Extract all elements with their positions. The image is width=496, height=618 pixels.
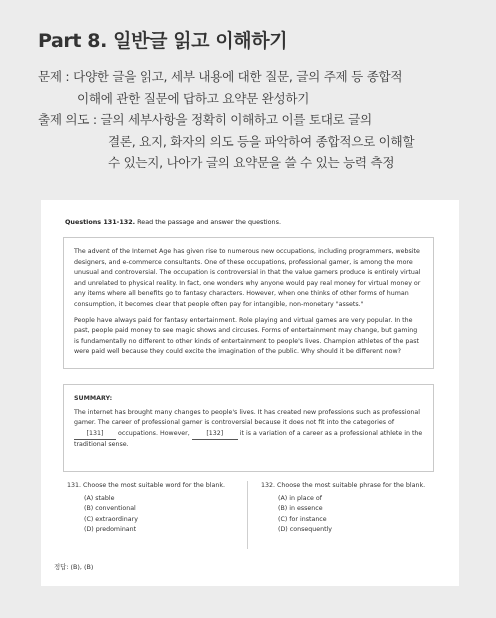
question-131-stem: 131. Choose the most suitable word for the blank.	[67, 482, 226, 489]
desc-intent-line: 출제 의도 : 글의 세부사항을 정확히 이해하고 이를 토대로 글의	[38, 112, 372, 127]
question-card	[41, 200, 459, 586]
question-132-option-c[interactable]: (C) for instance	[278, 515, 327, 523]
passage-box	[63, 237, 434, 369]
question-131-option-c[interactable]: (C) extraordinary	[84, 515, 138, 523]
question-132-option-d[interactable]: (D) consequently	[278, 525, 333, 533]
questions-number: Questions 131-132.	[65, 218, 136, 226]
question-132-option-b[interactable]: (B) in essence	[278, 505, 323, 513]
desc-problem-line: 문제 : 다양한 글을 읽고, 세부 내용에 대한 질문, 글의 주제 등 종합적	[38, 69, 403, 84]
desc-problem-line-cont: 이해에 관한 질문에 답하고 요약문 완성하기	[77, 90, 310, 106]
summary-text	[74, 408, 423, 451]
description	[38, 66, 414, 174]
question-131-option-a[interactable]: (A) stable	[84, 495, 115, 503]
passage-paragraph-1: The advent of the Internet Age has given rise to numerous new occupations, including programmers, website designers, and e-commerce consultants. One of these occupations, professional gamer, is among the more unusual and controversial. The occupation is controversial in that the value gamers produce is entirely virtual and unrelated to physical reality. In fact, one wonders why anyone would pay real money for virtual money or any items where all benefits go to fantasy characters. However, when one thinks of other forms of human consumption, it becomes clear that people often pay for intangible, non-monetary "assets."	[74, 248, 421, 308]
summary-part-2: occupations. However,	[116, 429, 192, 437]
questions-instruction: Read the passage and answer the questions.	[135, 218, 281, 226]
summary-label: SUMMARY:	[74, 395, 113, 402]
blank-131: [131]	[74, 429, 116, 441]
question-divider	[247, 481, 248, 549]
summary-part-1: The internet has brought many changes to people's lives. It has created new professions such as professional gamer. The career of professional gamer is controversial because it does not fit into the categories of	[74, 408, 421, 427]
answer-key: 정답: (B), (B)	[54, 563, 94, 571]
blank-132: [132]	[192, 429, 238, 441]
question-132-option-a[interactable]: (A) in place of	[278, 495, 322, 503]
question-132-stem: 132. Choose the most suitable phrase for the blank.	[261, 482, 426, 489]
page-title: Part 8. 일반글 읽고 이해하기	[38, 30, 288, 52]
question-132	[261, 481, 441, 535]
summary-part-3: it is a variation of a career as a professional athlete in the traditional sense.	[74, 429, 423, 449]
questions-header	[65, 218, 281, 226]
passage-paragraph-2: People have always paid for fantasy entertainment. Role playing and virtual games are very popular. In the past, people paid money to see magic shows and circuses. Forms of entertainment may change, but gaming is fundamentally no different to other kinds of entertainment to people's lives. Champion athletes of the past were paid well because they could excite the imagination of the public. Why should it be different now?	[74, 316, 420, 356]
summary-box	[63, 384, 434, 472]
question-131-option-b[interactable]: (B) conventional	[84, 505, 136, 513]
question-131-option-d[interactable]: (D) predominant	[84, 525, 137, 533]
desc-intent-line-cont: 결론, 요지, 화자의 의도 등을 파악하여 종합적으로 이해할	[108, 133, 415, 149]
question-131	[67, 481, 247, 535]
desc-intent-line-cont2: 수 있는지, 나아가 글의 요약문을 쓸 수 있는 능력 측정	[108, 155, 395, 170]
